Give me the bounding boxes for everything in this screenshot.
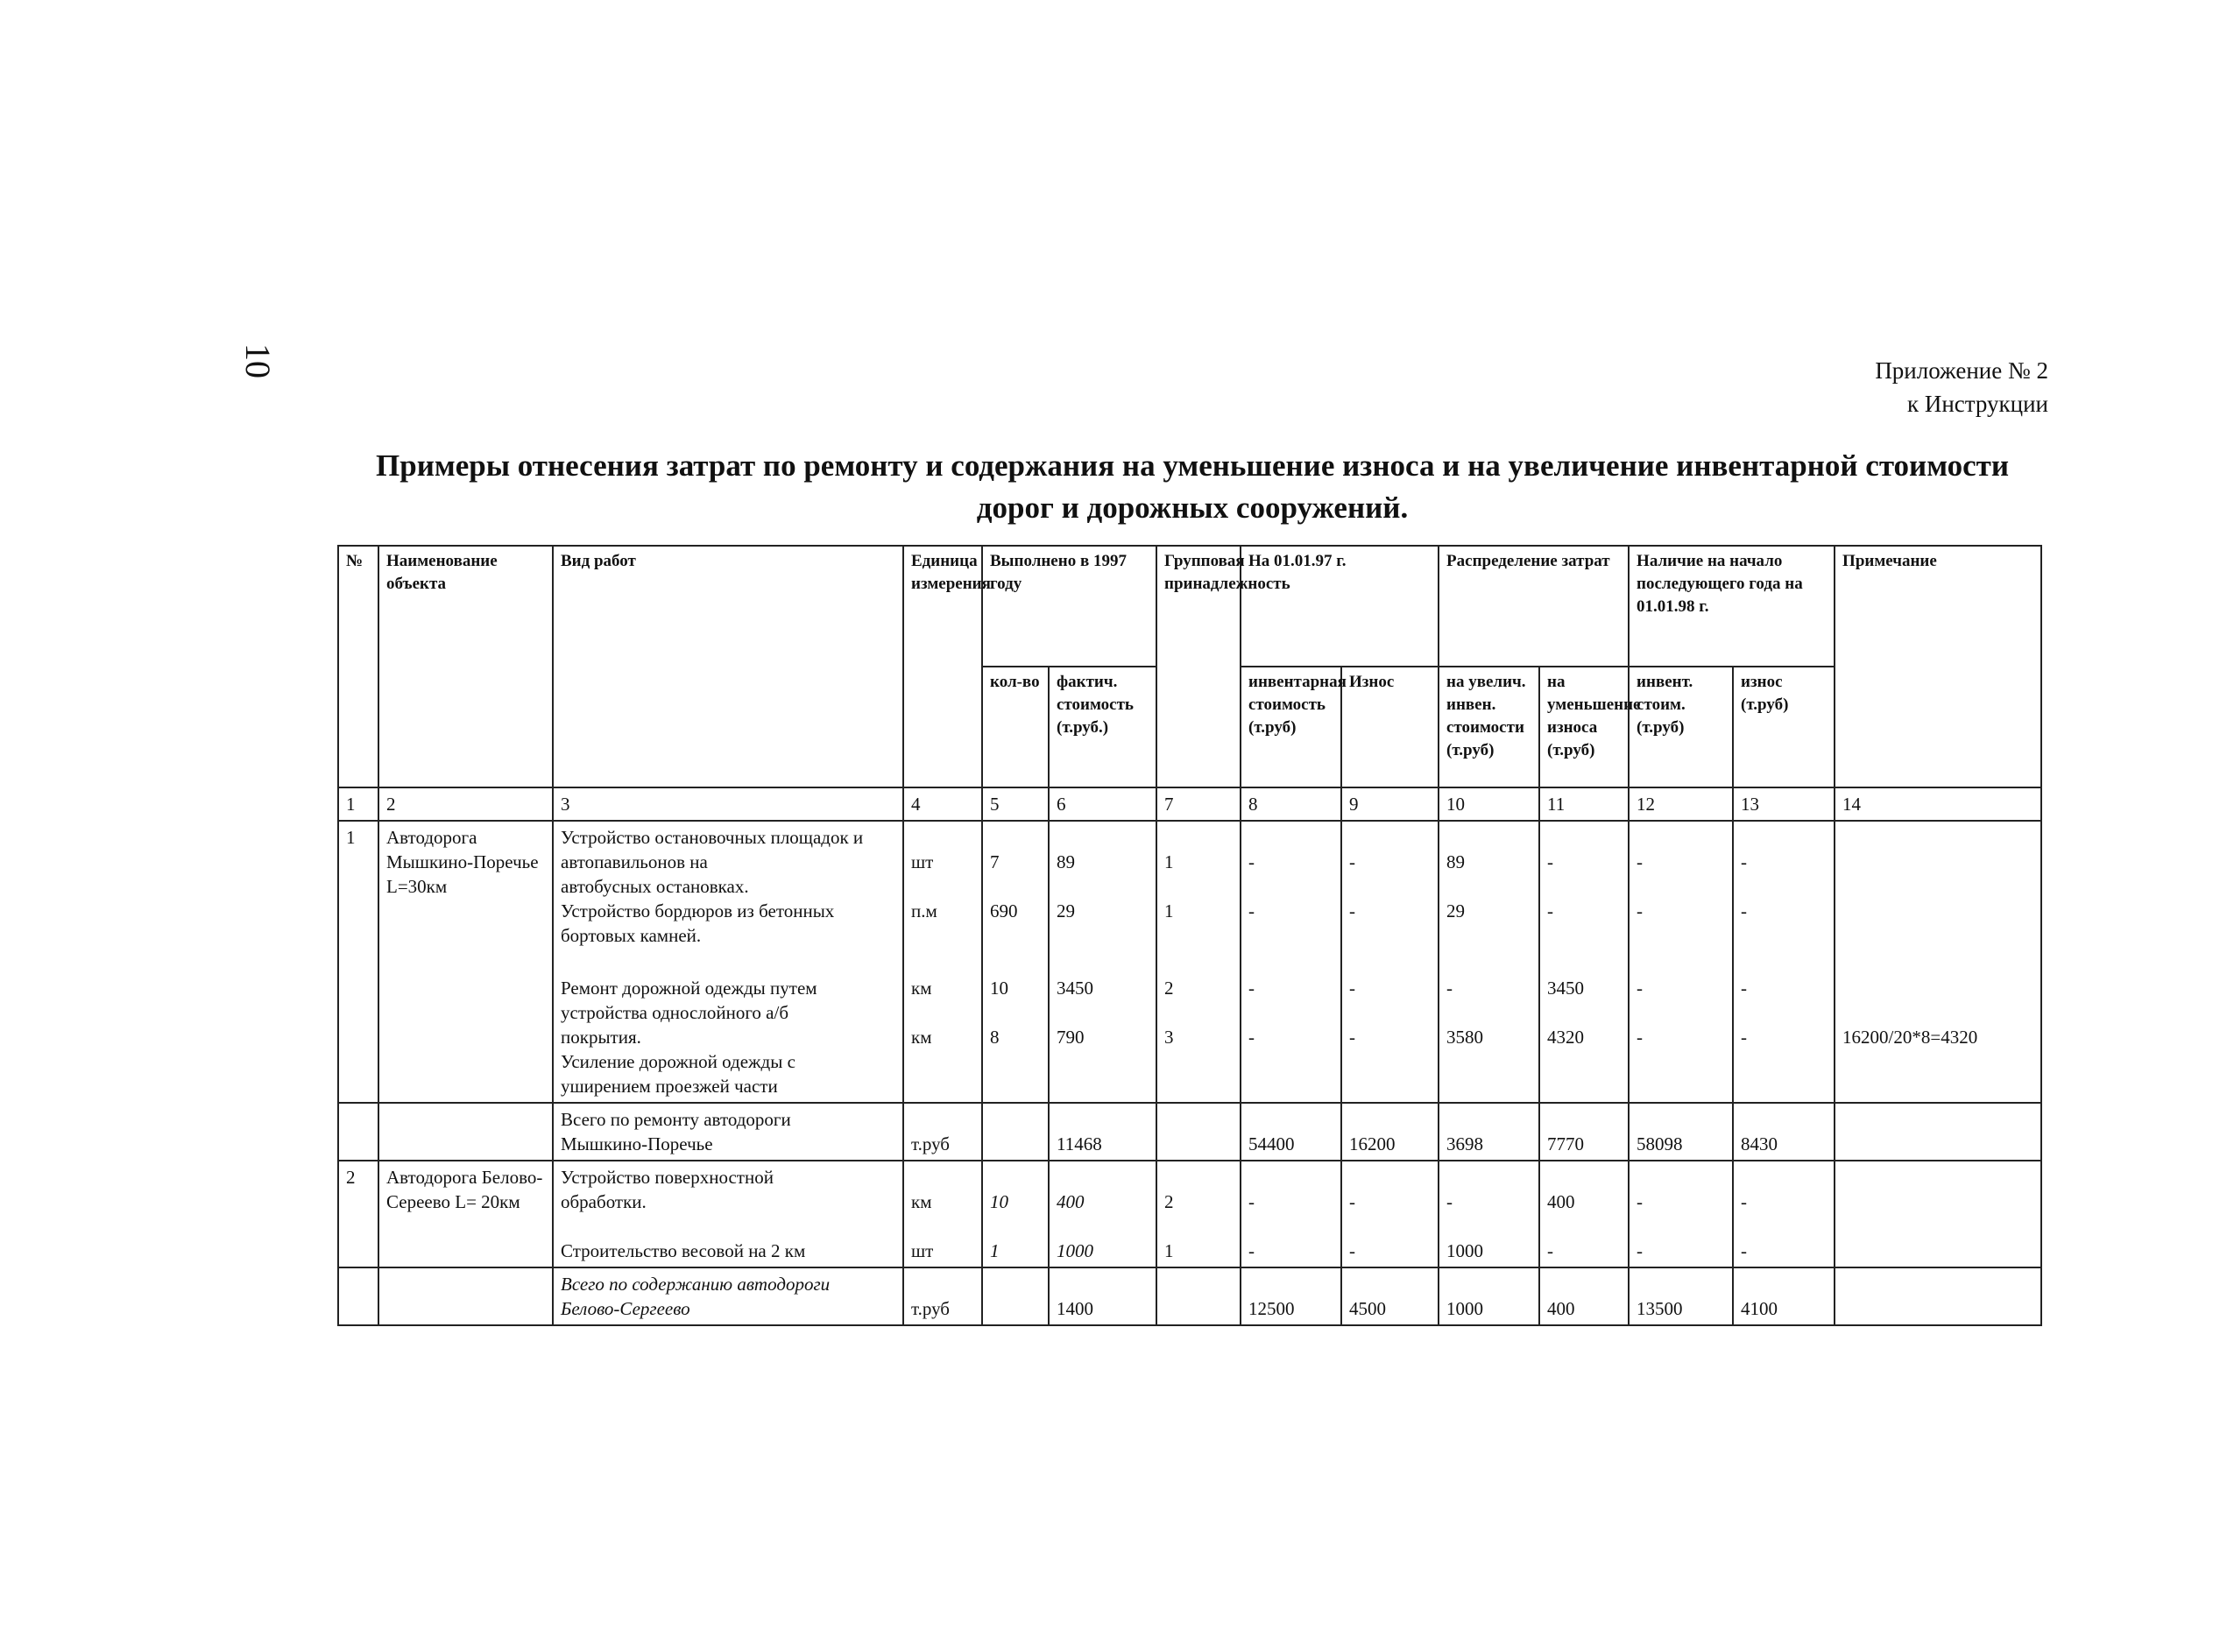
work-text: Строительство весовой на 2 км (561, 1240, 806, 1261)
total-inv: 12500 (1241, 1267, 1341, 1325)
total-dec: 400 (1539, 1267, 1629, 1325)
inv-cost-98-cell: - - (1629, 1161, 1733, 1267)
actual-cost-cell: 89 29 3450 790 (1049, 821, 1156, 1103)
column-number: 3 (553, 787, 903, 821)
decrease-wear-cell: - - 3450 4320 (1539, 821, 1629, 1103)
column-number: 10 (1439, 787, 1539, 821)
total-group (1156, 1103, 1241, 1161)
work-lead: Устройство бордюров из бетонных (561, 900, 835, 921)
header-done-1997: Выполнено в 1997 году (982, 546, 1156, 667)
total-cost: 1400 (1049, 1267, 1156, 1325)
header-row-1 (338, 546, 2041, 667)
total-qty (982, 1103, 1049, 1161)
total-group (1156, 1267, 1241, 1325)
work-lead: Устройство остановочных площадок и автопавильонов на (561, 827, 864, 872)
header-decrease-wear: на уменьшение износа (т.руб) (1539, 667, 1629, 787)
page-number: 10 (238, 343, 278, 378)
total-inv98: 13500 (1629, 1267, 1733, 1325)
title-line-1: Примеры отнесения затрат по ремонту и содержания на уменьшение износа и на увеличение инвентарной стоимости (376, 448, 2009, 483)
header-wear: Износ (1341, 667, 1439, 787)
total-wear: 16200 (1341, 1103, 1439, 1161)
wear-98-cell: - - - - (1733, 821, 1835, 1103)
unit-cell: шт п.м км км (903, 821, 982, 1103)
wear-cell: - - (1341, 1161, 1439, 1267)
column-number: 12 (1629, 787, 1733, 821)
decrease-wear-cell: 400 - (1539, 1161, 1629, 1267)
group-cell: 2 1 (1156, 1161, 1241, 1267)
work-lead: Ремонт дорожной одежды путем устройства однослойного а/б (561, 978, 817, 1023)
total-dec: 7770 (1539, 1103, 1629, 1161)
title-line-2: дорог и дорожных сооружений. (976, 491, 1409, 525)
column-number: 6 (1049, 787, 1156, 821)
object-no: 1 (338, 821, 378, 1103)
column-number-row (338, 787, 2041, 821)
work-type-list (553, 1161, 903, 1267)
table-row-object-1 (338, 821, 2041, 1103)
column-number: 9 (1341, 787, 1439, 821)
header-increase-inv: на увелич. инвен. стоимости (т.руб) (1439, 667, 1539, 787)
total-label: Всего по ремонту автодороги Мышкино-Поречье (553, 1103, 903, 1161)
note-cell (1835, 1161, 2041, 1267)
note-cell: 16200/20*8=4320 (1835, 821, 2041, 1103)
header-inv-cost-98: инвент. стоим. (т.руб) (1629, 667, 1733, 787)
total-inc: 3698 (1439, 1103, 1539, 1161)
increase-inv-cell: 89 29 - 3580 (1439, 821, 1539, 1103)
header-wear-98: износ (т.руб) (1733, 667, 1835, 787)
column-number: 11 (1539, 787, 1629, 821)
object-name: Автодорога Белово-Сереево L= 20км (378, 1161, 553, 1267)
work-type-list (553, 821, 903, 1103)
group-cell: 1 1 2 3 (1156, 821, 1241, 1103)
total-inv98: 58098 (1629, 1103, 1733, 1161)
column-number: 5 (982, 787, 1049, 821)
header-availability: Наличие на начало последующего года на 01.01.98 г. (1629, 546, 1835, 667)
header-work-type: Вид работ (553, 546, 903, 787)
appendix-label (1875, 354, 2048, 420)
header-object-name: Наименование объекта (378, 546, 553, 787)
header-actual-cost: фактич. стоимость (т.руб.) (1049, 667, 1156, 787)
total-wear98: 4100 (1733, 1267, 1835, 1325)
work-text: обработки. (561, 1191, 647, 1212)
object-name: Автодорога Мышкино-Поречье L=30км (378, 821, 553, 1103)
header-unit: Единица измерения (903, 546, 982, 787)
wear-98-cell: - - (1733, 1161, 1835, 1267)
total-unit: т.руб (903, 1103, 982, 1161)
total-inv: 54400 (1241, 1103, 1341, 1161)
unit-cell: км шт (903, 1161, 982, 1267)
work-text: автобусных остановках. (561, 876, 749, 897)
appendix-line-2: к Инструкции (1906, 391, 2048, 417)
work-text: покрытия. (561, 1027, 641, 1048)
column-number: 2 (378, 787, 553, 821)
total-cost: 11468 (1049, 1103, 1156, 1161)
column-number: 7 (1156, 787, 1241, 821)
total-wear98: 8430 (1733, 1103, 1835, 1161)
header-no: № (338, 546, 378, 787)
actual-cost-cell: 400 1000 (1049, 1161, 1156, 1267)
column-number: 1 (338, 787, 378, 821)
column-number: 8 (1241, 787, 1341, 821)
header-distribution: Распределение затрат (1439, 546, 1629, 667)
object-no: 2 (338, 1161, 378, 1267)
work-lead: Усиление дорожной одежды с (561, 1051, 795, 1072)
header-note: Примечание (1835, 546, 2041, 787)
inv-cost-cell: - - - - (1241, 821, 1341, 1103)
qty-cell: 10 1 (982, 1161, 1049, 1267)
wear-cell: - - - - (1341, 821, 1439, 1103)
cost-allocation-table (337, 545, 2042, 1326)
total-unit: т.руб (903, 1267, 982, 1325)
total-wear: 4500 (1341, 1267, 1439, 1325)
inv-cost-cell: - - (1241, 1161, 1341, 1267)
inv-cost-98-cell: - - - - (1629, 821, 1733, 1103)
total-qty (982, 1267, 1049, 1325)
header-as-of-1997: На 01.01.97 г. (1241, 546, 1439, 667)
header-qty: кол-во (982, 667, 1049, 787)
qty-cell: 7 690 10 8 (982, 821, 1049, 1103)
column-number: 4 (903, 787, 982, 821)
total-inc: 1000 (1439, 1267, 1539, 1325)
column-number: 13 (1733, 787, 1835, 821)
table-row-object-2 (338, 1161, 2041, 1267)
column-number: 14 (1835, 787, 2041, 821)
table-row-total-2 (338, 1267, 2041, 1325)
header-inv-cost: инвентарная стоимость (т.руб) (1241, 667, 1341, 787)
work-text: уширением проезжей части (561, 1076, 778, 1097)
increase-inv-cell: - 1000 (1439, 1161, 1539, 1267)
appendix-line-1: Приложение № 2 (1875, 357, 2048, 384)
total-label: Всего по содержанию автодороги Белово-Сергеево (553, 1267, 903, 1325)
document-title (333, 445, 2052, 529)
table-row-total-1 (338, 1103, 2041, 1161)
work-lead: Устройство поверхностной (561, 1167, 774, 1188)
header-group: Групповая принадлежность (1156, 546, 1241, 787)
work-text: бортовых камней. (561, 925, 702, 946)
